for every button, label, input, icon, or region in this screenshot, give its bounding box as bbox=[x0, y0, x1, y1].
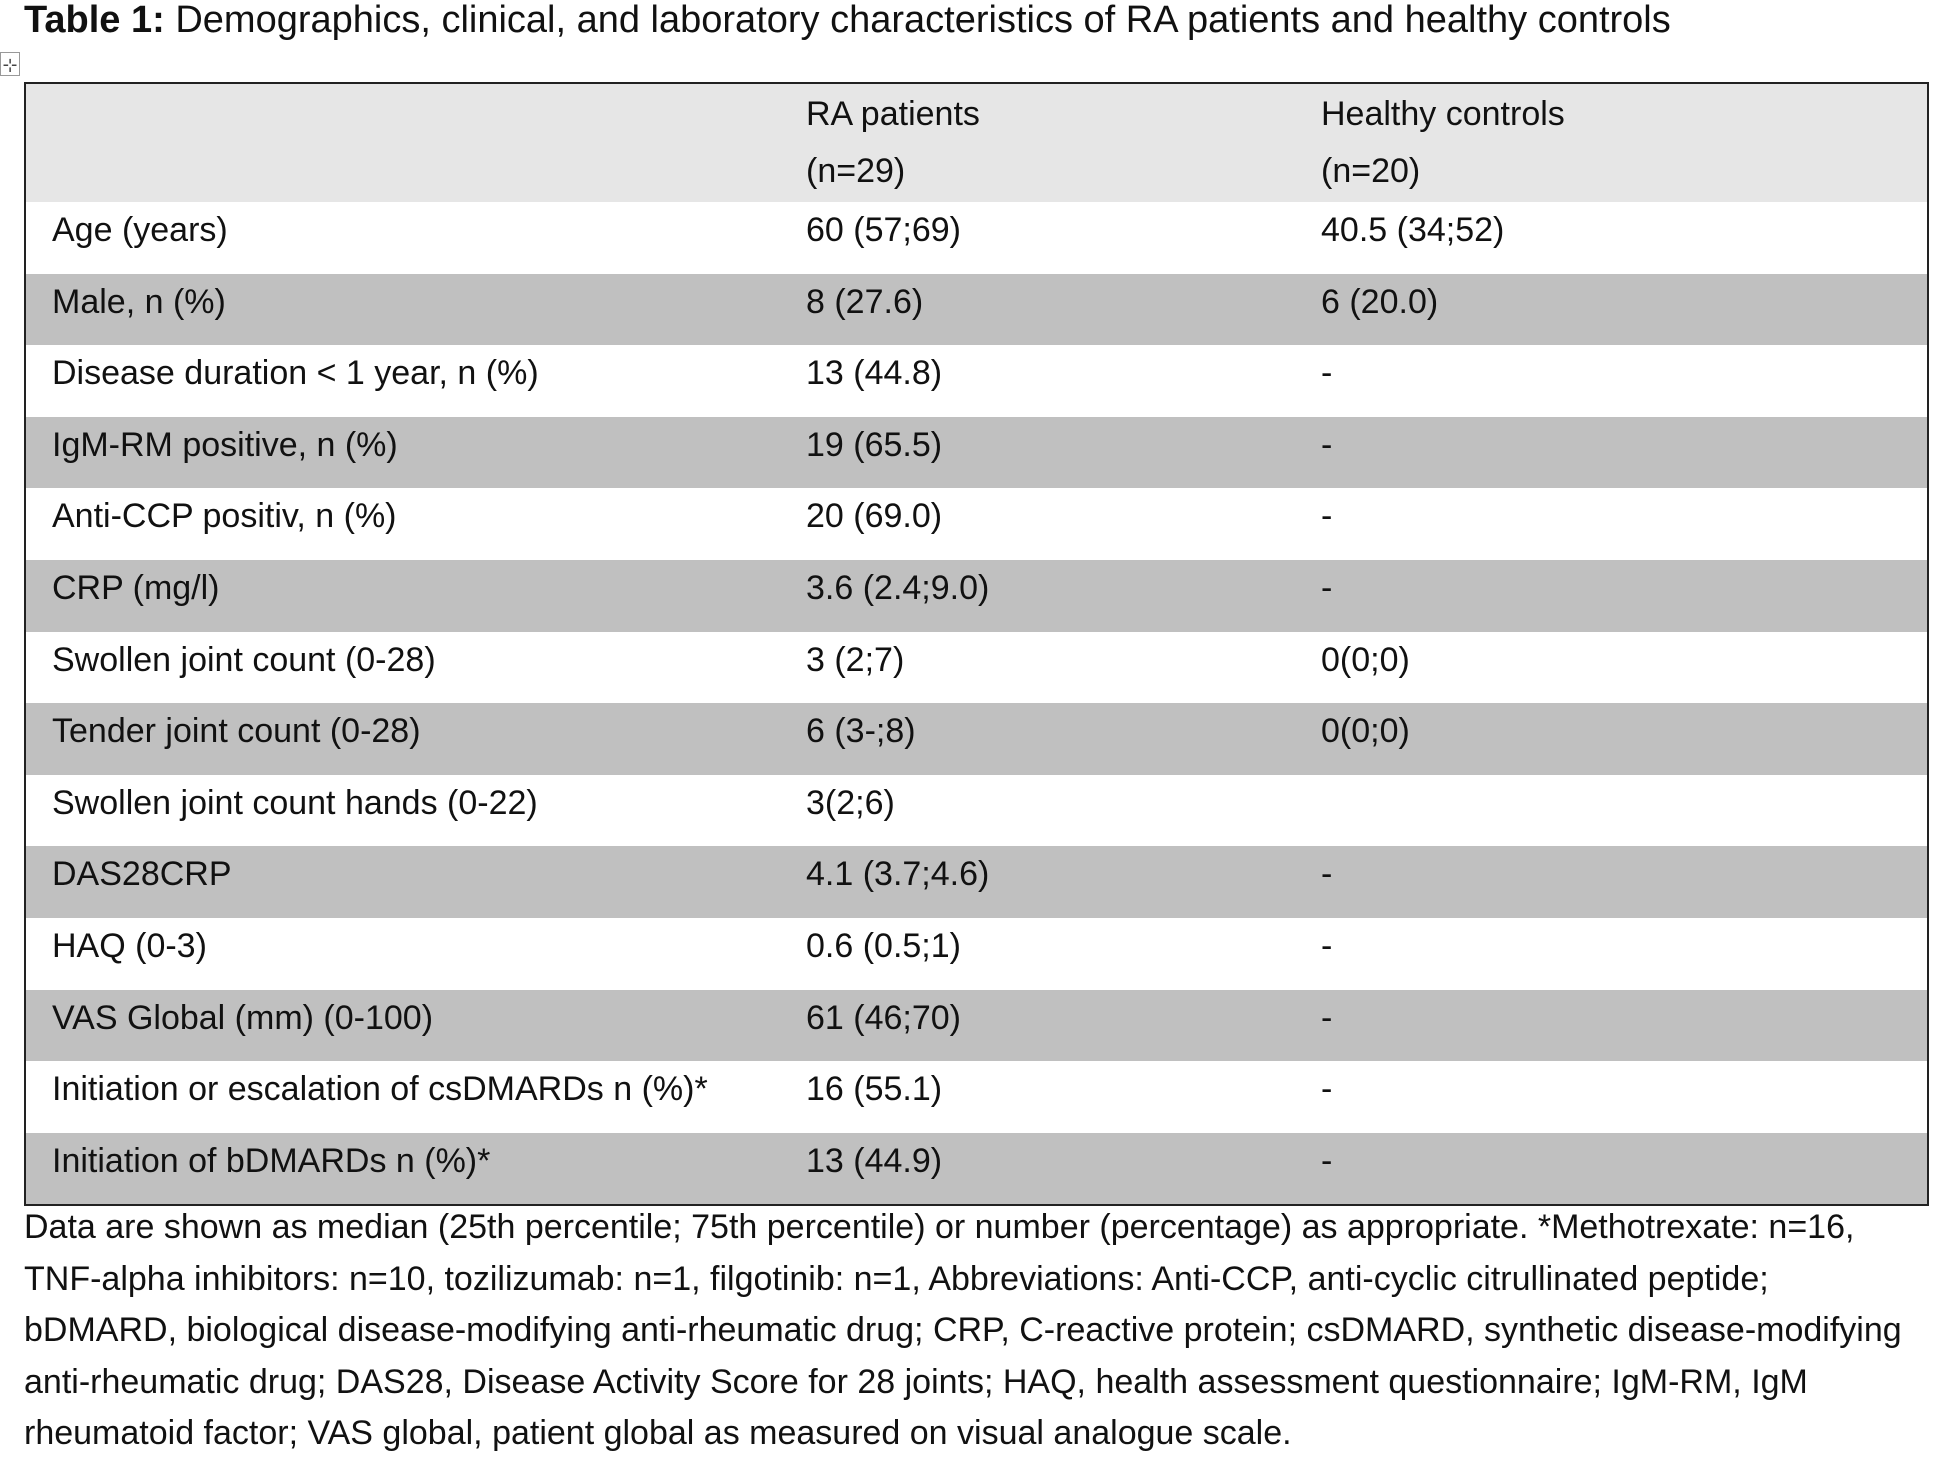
row-hc-value: 6 (20.0) bbox=[1321, 282, 1439, 321]
row-hc-value: - bbox=[1321, 855, 1333, 894]
table-row bbox=[26, 632, 1927, 704]
table-row bbox=[26, 202, 1927, 274]
row-hc-value: - bbox=[1321, 926, 1333, 965]
row-ra-value: 0.6 (0.5;1) bbox=[806, 926, 961, 965]
row-label: VAS Global (mm) (0-100) bbox=[52, 998, 434, 1037]
header-ra-title: RA patients bbox=[806, 95, 980, 133]
row-label: Disease duration < 1 year, n (%) bbox=[52, 354, 539, 393]
caption-text: Demographics, clinical, and laboratory characteristics of RA patients and healthy controls bbox=[164, 0, 1671, 41]
table-row bbox=[26, 560, 1927, 632]
row-ra-value: 3(2;6) bbox=[806, 783, 895, 822]
row-ra-value: 4.1 (3.7;4.6) bbox=[806, 855, 990, 894]
caption-label: Table 1: bbox=[24, 0, 165, 41]
table-row bbox=[26, 488, 1927, 560]
row-hc-value: 0(0;0) bbox=[1321, 712, 1410, 751]
table-row bbox=[26, 1061, 1927, 1133]
row-hc-value: - bbox=[1321, 998, 1333, 1037]
row-label: Male, n (%) bbox=[52, 282, 226, 321]
header-cell-hc bbox=[1321, 84, 1927, 202]
row-ra-value: 13 (44.9) bbox=[806, 1141, 943, 1180]
row-hc-value bbox=[1321, 775, 1927, 847]
row-ra-value: 61 (46;70) bbox=[806, 998, 961, 1037]
row-ra-value: 13 (44.8) bbox=[806, 354, 943, 393]
row-label: DAS28CRP bbox=[52, 855, 232, 894]
row-label: CRP (mg/l) bbox=[52, 568, 220, 607]
row-hc-value: - bbox=[1321, 497, 1333, 536]
header-ra-n: (n=29) bbox=[806, 152, 906, 190]
table-footnote: Data are shown as median (25th percentile; 75th percentile) or number (percentage) as appropriate. *Methotrexate: n=16, TNF-alpha inhibitors: n=10, tozilizumab: n=1, filgotinib: n=1, Abbreviations: Anti-CCP, anti-cyclic citrullinated peptide; bDMARD, biological disease-modifying anti-rheumatic drug; CRP, C-reactive protein; csDMARD, synthetic disease-modifying anti-rheumatic drug; DAS28, Disease Activity Score for 28 joints; HAQ, health assessment questionnaire; IgM-RM, IgM rheumatoid factor; VAS global, patient global as measured on visual analogue scale. bbox=[24, 1208, 1902, 1452]
row-ra-value: 8 (27.6) bbox=[806, 282, 924, 321]
characteristics-table bbox=[24, 82, 1929, 1206]
row-hc-value: - bbox=[1321, 354, 1333, 393]
table-row bbox=[26, 417, 1927, 489]
row-ra-value: 60 (57;69) bbox=[806, 211, 961, 249]
header-cell-ra bbox=[806, 84, 1321, 202]
row-ra-value: 3.6 (2.4;9.0) bbox=[806, 568, 990, 607]
row-hc-value: - bbox=[1321, 1070, 1333, 1109]
row-label: Swollen joint count hands (0-22) bbox=[52, 783, 538, 822]
table-caption bbox=[24, 0, 1671, 40]
table-row bbox=[26, 703, 1927, 775]
header-cell-blank bbox=[26, 84, 806, 202]
row-label: Initiation of bDMARDs n (%)* bbox=[52, 1141, 491, 1180]
row-ra-value: 16 (55.1) bbox=[806, 1070, 943, 1109]
row-label: IgM-RM positive, n (%) bbox=[52, 425, 398, 464]
row-hc-value: - bbox=[1321, 1141, 1333, 1180]
header-hc-n: (n=20) bbox=[1321, 152, 1421, 190]
table-row bbox=[26, 846, 1927, 918]
row-label: Age (years) bbox=[52, 211, 228, 249]
move-handle-icon[interactable]: ⊹ bbox=[0, 52, 20, 76]
table-row bbox=[26, 990, 1927, 1062]
table-row bbox=[26, 1133, 1927, 1205]
row-hc-value: - bbox=[1321, 568, 1333, 607]
table-row bbox=[26, 345, 1927, 417]
row-ra-value: 19 (65.5) bbox=[806, 425, 943, 464]
row-hc-value: - bbox=[1321, 425, 1333, 464]
row-ra-value: 20 (69.0) bbox=[806, 497, 943, 536]
row-label: Initiation or escalation of csDMARDs n (%)* bbox=[52, 1070, 708, 1109]
row-label: HAQ (0-3) bbox=[52, 926, 207, 965]
row-hc-value: 40.5 (34;52) bbox=[1321, 211, 1505, 249]
row-label: Anti-CCP positiv, n (%) bbox=[52, 497, 397, 536]
row-ra-value: 6 (3-;8) bbox=[806, 712, 916, 751]
table-row bbox=[26, 775, 1927, 847]
row-ra-value: 3 (2;7) bbox=[806, 640, 905, 679]
row-label: Swollen joint count (0-28) bbox=[52, 640, 436, 679]
table-row bbox=[26, 918, 1927, 990]
row-label: Tender joint count (0-28) bbox=[52, 712, 421, 751]
row-hc-value: 0(0;0) bbox=[1321, 640, 1410, 679]
header-hc-title: Healthy controls bbox=[1321, 95, 1565, 133]
table-row bbox=[26, 274, 1927, 346]
table-header-row bbox=[26, 84, 1927, 202]
